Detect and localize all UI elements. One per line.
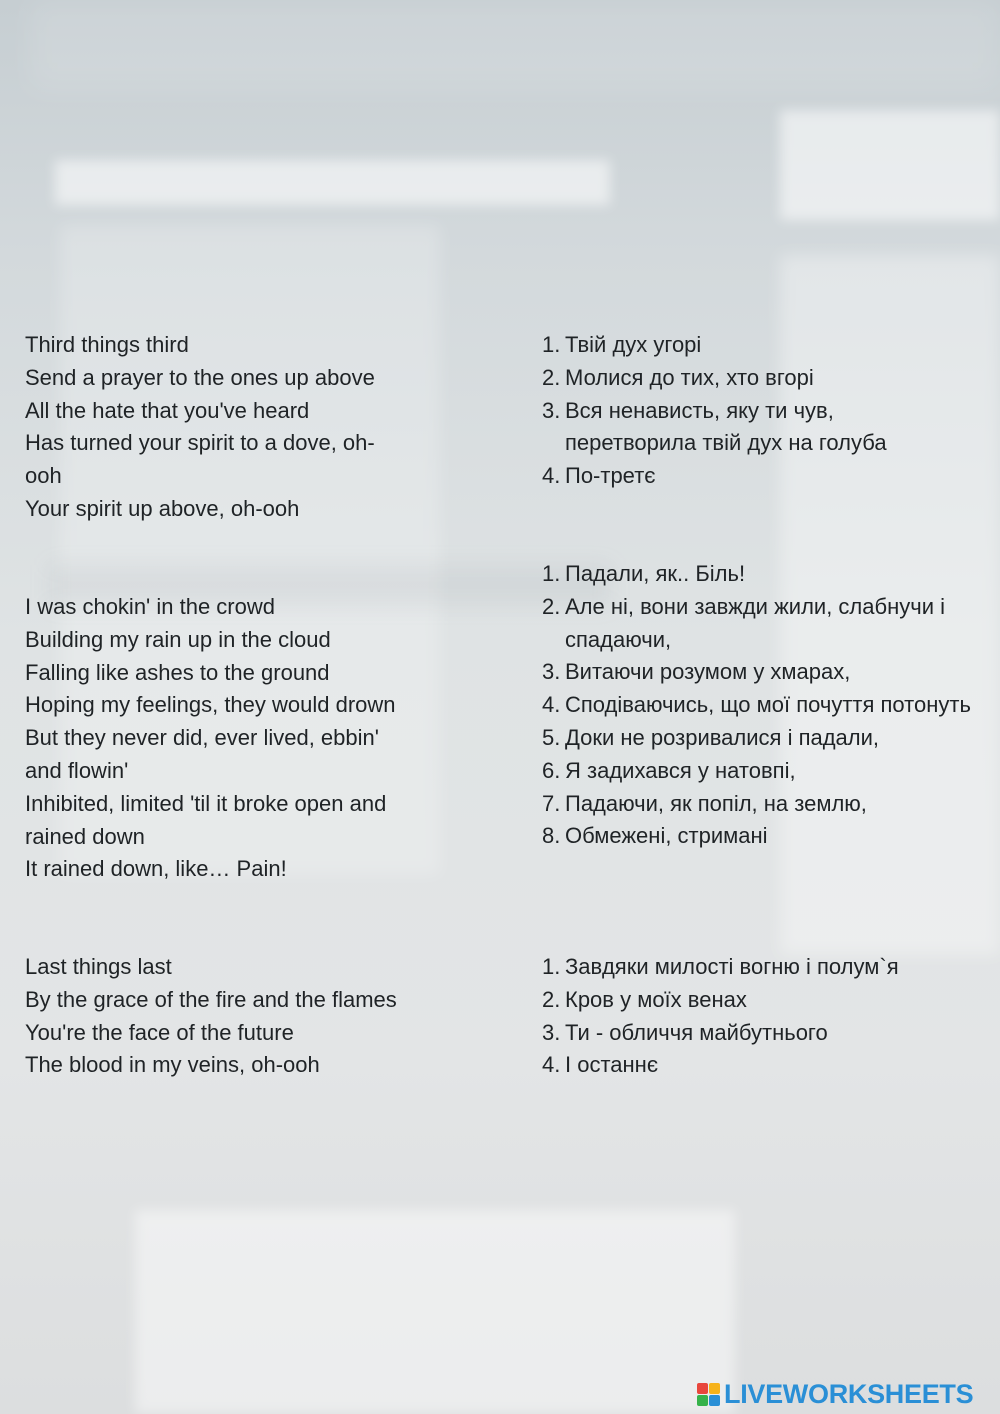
item-number: 3. — [542, 659, 561, 685]
lyric-line: Your spirit up above, oh-ooh — [25, 495, 300, 521]
item-number: 3. — [542, 1019, 561, 1045]
lyric-line: Building my rain up in the cloud — [25, 626, 331, 652]
lyric-line: Third things third — [25, 332, 189, 357]
translation-item — [542, 820, 982, 853]
lyric-line: By the grace of the fire and the flames — [25, 986, 397, 1012]
lyrics-block-2 — [25, 591, 445, 886]
window-light-bottom — [135, 1210, 735, 1414]
window-light-right-top — [780, 110, 1000, 220]
item-number: 4. — [542, 1052, 561, 1078]
translation-item — [542, 460, 922, 493]
lyric-line: ooh — [25, 463, 62, 489]
lyric-line: Hoping my feelings, they would drown — [25, 692, 396, 718]
item-number: 1. — [542, 954, 561, 979]
item-text: Ти - обличчя майбутнього — [565, 1019, 828, 1045]
item-text: По-третє — [565, 463, 656, 489]
lyric-line: I was chokin' in the crowd — [25, 594, 275, 619]
logo-square-blue — [709, 1395, 720, 1406]
translation-item — [542, 984, 982, 1017]
window-light-top — [55, 160, 610, 205]
item-number: 3. — [542, 397, 561, 423]
item-number: 7. — [542, 790, 561, 816]
logo-square-green — [697, 1395, 708, 1406]
logo-square-red — [697, 1383, 708, 1394]
item-text: Вся ненависть, яку ти чув, перетворила твій дух на голуба — [565, 397, 887, 456]
lyric-line: and flowin' — [25, 757, 129, 783]
lyric-line: Inhibited, limited 'til it broke open and — [25, 790, 387, 816]
item-number: 2. — [542, 364, 561, 390]
item-number: 1. — [542, 332, 561, 357]
item-text: Кров у моїх венах — [565, 986, 747, 1012]
lyric-line: It rained down, like… Pain! — [25, 856, 287, 882]
lyric-line: Falling like ashes to the ground — [25, 659, 330, 685]
lyric-line: rained down — [25, 823, 145, 849]
translation-list-2 — [542, 558, 982, 853]
item-text: Сподіваючись, що мої почуття потонуть — [565, 692, 971, 718]
translation-item — [542, 755, 982, 788]
lyrics-block-1 — [25, 329, 445, 526]
lyric-line: Has turned your spirit to a dove, oh- — [25, 430, 375, 456]
logo-square-yellow — [709, 1383, 720, 1394]
item-number: 1. — [542, 561, 561, 586]
item-text: Падаючи, як попіл, на землю, — [565, 790, 867, 816]
translation-list-3 — [542, 951, 982, 1082]
translation-item — [542, 1017, 982, 1050]
item-number: 4. — [542, 692, 561, 718]
item-text: Молися до тих, хто вгорі — [565, 364, 814, 390]
lyric-line: But they never did, ever lived, ebbin' — [25, 725, 379, 751]
translation-item — [542, 558, 982, 591]
item-text: Доки не розривалися і падали, — [565, 724, 880, 750]
item-text: Але ні, вони завжди жили, слабнучи і спадаючи, — [565, 593, 945, 652]
lyric-line: The blood in my veins, oh-ooh — [25, 1052, 320, 1078]
item-number: 2. — [542, 593, 561, 619]
translation-item — [542, 329, 922, 362]
translation-item — [542, 788, 982, 821]
light-haze — [30, 0, 1000, 90]
translation-list-1 — [542, 329, 922, 493]
item-text: Завдяки милості вогню і полум`я — [565, 954, 899, 979]
item-text: Я задихався у натовпі, — [565, 757, 796, 783]
item-text: Падали, як.. Біль! — [565, 561, 746, 586]
liveworksheets-logo[interactable] — [697, 1378, 973, 1410]
item-number: 5. — [542, 724, 561, 750]
lyric-line: All the hate that you've heard — [25, 397, 310, 423]
translation-item — [542, 951, 982, 984]
translation-item — [542, 362, 922, 395]
translation-item — [542, 689, 982, 722]
item-number: 4. — [542, 463, 561, 489]
lyric-line: Last things last — [25, 954, 172, 979]
translation-item — [542, 656, 982, 689]
translation-item — [542, 395, 922, 461]
lyric-line: Send a prayer to the ones up above — [25, 364, 375, 390]
translation-item — [542, 591, 982, 657]
translation-item — [542, 722, 982, 755]
item-text: Обмежені, стримані — [565, 823, 768, 849]
liveworksheets-logo-icon — [697, 1383, 720, 1406]
item-text: Витаючи розумом у хмарах, — [565, 659, 851, 685]
lyric-line: You're the face of the future — [25, 1019, 294, 1045]
item-text: Твій дух угорі — [565, 332, 702, 357]
lyrics-block-3 — [25, 951, 445, 1082]
brand-name: LIVEWORKSHEETS — [724, 1378, 974, 1409]
translation-item — [542, 1049, 982, 1082]
item-text: І останнє — [565, 1052, 659, 1078]
item-number: 8. — [542, 823, 561, 849]
item-number: 6. — [542, 757, 561, 783]
item-number: 2. — [542, 986, 561, 1012]
